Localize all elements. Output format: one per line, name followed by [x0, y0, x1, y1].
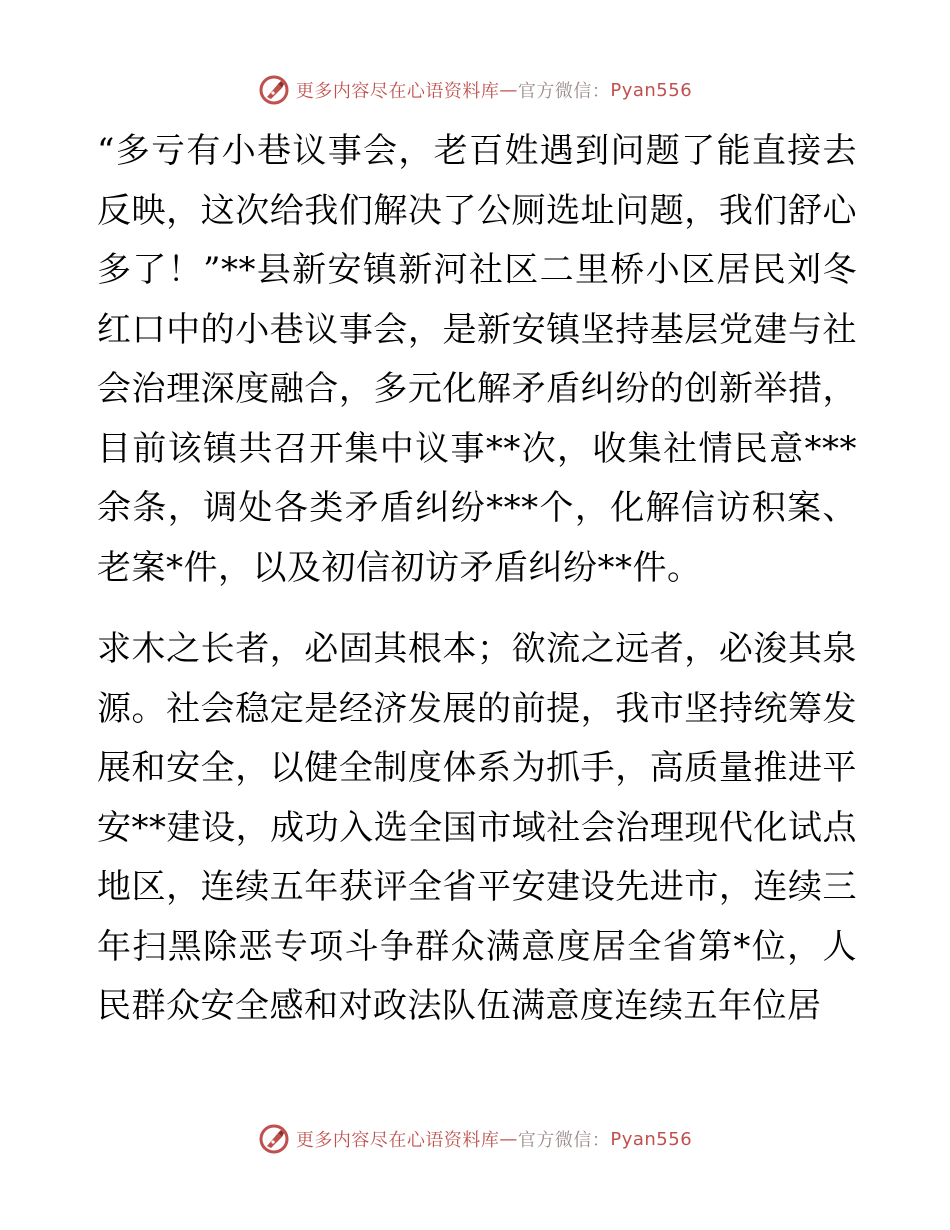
paragraph: “多亏有小巷议事会，老百姓遇到问题了能直接去反映，这次给我们解决了公厕选址问题，我们舒心多了！”**县新安镇新河社区二里桥小区居民刘冬红口中的小巷议事会，是新安镇坚持基层党建与社会治理深度融合，多元化解矛盾纠纷的创新举措，目前该镇共召开集中议事**次，收集社情民意***余条，调处各类矛盾纠纷***个，化解信访积案、老案*件，以及初信初访矛盾纠纷**件。 — [97, 131, 857, 588]
watermark-separator: — — [499, 79, 518, 101]
watermark-brand-text: 更多内容尽在心语资料库 — [295, 1130, 500, 1151]
watermark-official-label: 官方微信： — [517, 1130, 611, 1151]
document-body — [97, 122, 857, 1037]
header-watermark — [0, 72, 950, 108]
fountain-pen-logo-icon — [258, 74, 290, 106]
paragraph: 求木之长者，必固其根本；欲流之远者，必浚其泉源。社会稳定是经济发展的前提，我市坚持统筹发展和安全，以健全制度体系为抓手，高质量推进平安**建设，成功入选全国市域社会治理现代化试点地区，连续五年获评全省平安建设先进市，连续三年扫黑除恶专项斗争群众满意度居全省第*位，人民群众安全感和对政法队伍满意度连续五年位居 — [97, 629, 857, 1026]
watermark-brand-text: 更多内容尽在心语资料库 — [295, 81, 500, 102]
watermark-official-label: 官方微信： — [517, 81, 611, 102]
watermark-separator: — — [499, 1128, 518, 1150]
watermark-handle: Pyan556 — [610, 1128, 693, 1150]
fountain-pen-logo-icon — [258, 1123, 290, 1155]
watermark-handle: Pyan556 — [610, 79, 693, 101]
footer-watermark — [0, 1121, 950, 1157]
